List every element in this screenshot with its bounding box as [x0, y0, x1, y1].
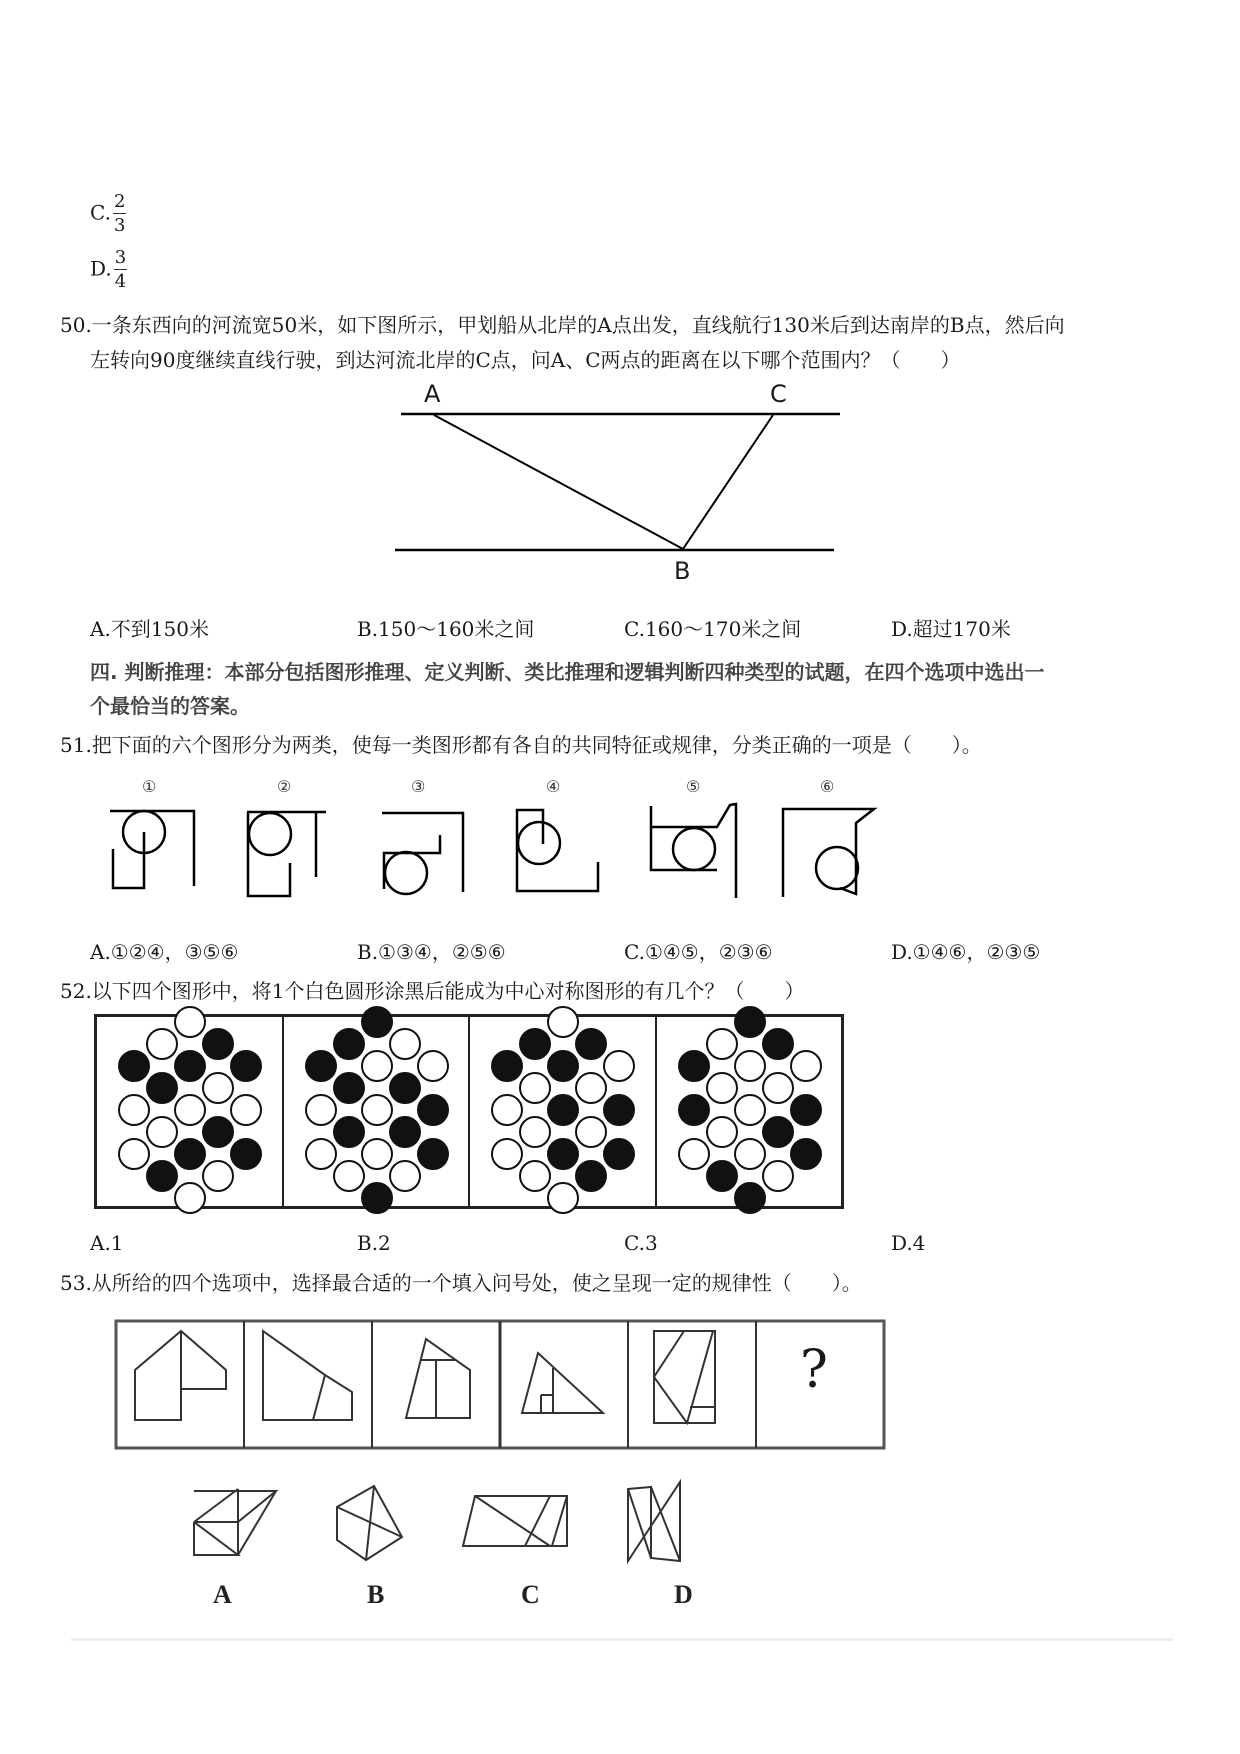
- option-label-c: C: [521, 1580, 540, 1609]
- point-a-label: A: [424, 380, 441, 408]
- option-label-a: A: [213, 1580, 232, 1609]
- figure-number-5: ⑤: [686, 777, 701, 796]
- fraction: $\frac{3}{4}$: [114, 247, 127, 292]
- option-figure-d: [628, 1482, 680, 1561]
- section-heading-line2: 个最恰当的答案。: [90, 694, 250, 718]
- q52-option-c: C.3: [624, 1231, 658, 1255]
- q51-option-b: B.①③④，②⑤⑥: [357, 940, 506, 964]
- option-figure-a: [194, 1489, 276, 1555]
- point-c-label: C: [770, 380, 787, 408]
- figure-number-1: ①: [142, 777, 157, 796]
- figure-number-2: ②: [277, 777, 292, 796]
- q51-option-d: D.①④⑥，②③⑤: [891, 940, 1041, 964]
- fraction: $\frac{2}{3}$: [113, 191, 126, 236]
- option-figure-c: [463, 1496, 567, 1546]
- option-label-b: B: [367, 1580, 385, 1609]
- q51-option-c: C.①④⑤，②③⑥: [624, 940, 773, 964]
- q53-question: 53.从所给的四个选项中，选择最合适的一个填入问号处，使之呈现一定的规律性（ ）。: [60, 1271, 862, 1295]
- figure-number-4: ④: [546, 777, 561, 796]
- q50-option-d: D.超过170米: [891, 617, 1011, 641]
- q52-question: 52.以下四个图形中，将1个白色圆形涂黑后能成为中心对称图形的有几个？（ ）: [60, 979, 805, 1003]
- q50-option-c: C.160～170米之间: [624, 617, 802, 641]
- q50-option-a: A.不到150米: [90, 617, 209, 641]
- figure-number-3: ③: [411, 777, 426, 796]
- q50-option-b: B.150～160米之间: [357, 617, 535, 641]
- q52-option-a: A.1: [90, 1231, 124, 1255]
- point-b-label: B: [674, 557, 691, 585]
- q50-question-line2: 左转向90度继续直线行驶，到达河流北岸的C点，问A、C两点的距离在以下哪个范围内？（ ）: [90, 348, 961, 372]
- page-divider: [71, 1638, 1173, 1641]
- option-label: C.: [90, 200, 111, 225]
- section-heading-line1: 四. 判断推理：本部分包括图形推理、定义判断、类比推理和逻辑判断四种类型的试题，在四个选项中选出一: [90, 660, 1045, 684]
- q50-question-line1: 50.一条东西向的河流宽50米，如下图所示，甲划船从北岸的A点出发，直线航行130米后到达南岸的B点，然后向: [60, 313, 1065, 337]
- q51-question: 51.把下面的六个图形分为两类，使每一类图形都有各自的共同特征或规律，分类正确的一项是（ ）。: [60, 733, 982, 757]
- q51-option-a: A.①②④，③⑤⑥: [90, 940, 239, 964]
- figure-number-6: ⑥: [820, 777, 835, 796]
- q52-option-d: D.4: [891, 1231, 926, 1255]
- q52-option-b: B.2: [357, 1231, 391, 1255]
- option-figure-b: [337, 1486, 402, 1560]
- option-label: D.: [90, 256, 112, 281]
- question-mark-cell: ?: [800, 1340, 828, 1400]
- option-label-d: D: [674, 1580, 693, 1609]
